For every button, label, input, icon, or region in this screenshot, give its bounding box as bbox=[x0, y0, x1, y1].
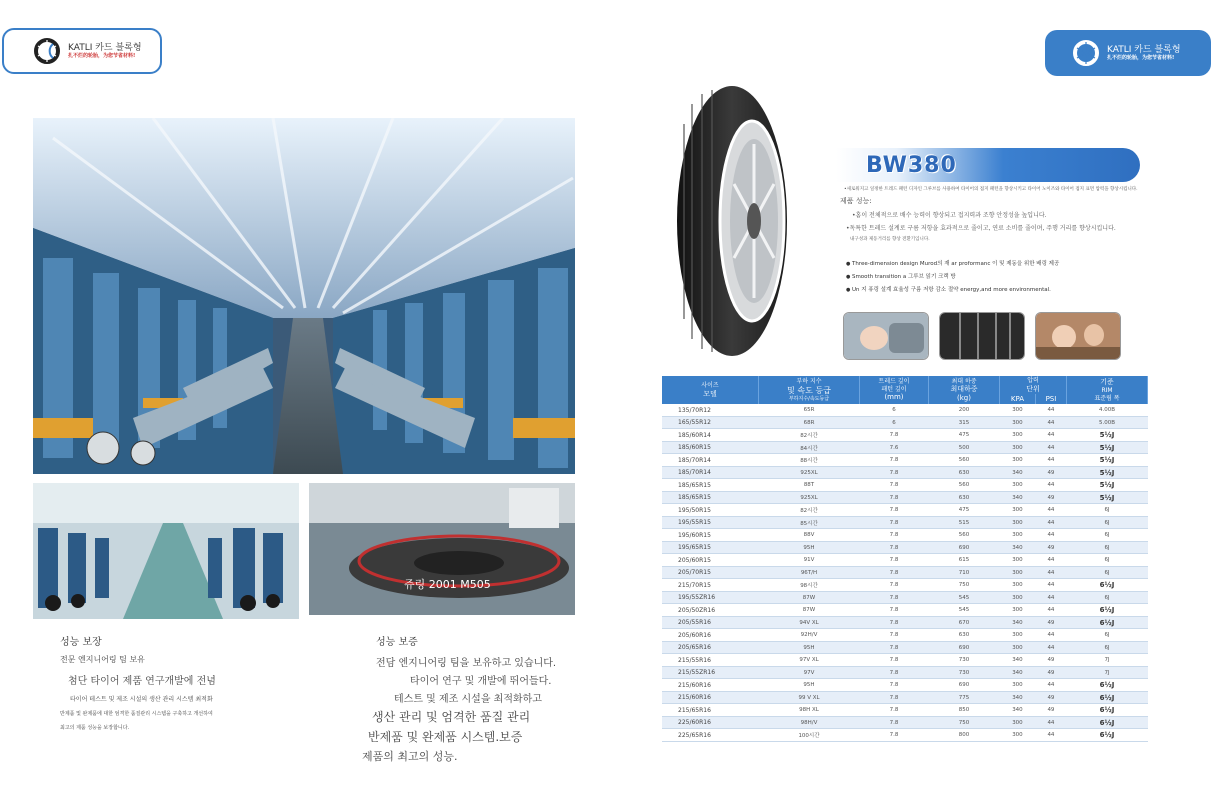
table-row bbox=[662, 654, 1148, 667]
feature-item: ● Un 지 퓨링 설계 효율성 구름 저항 감소 절약 energy,and more environmental. bbox=[846, 285, 1136, 293]
cell-rim: 6J bbox=[1067, 516, 1148, 529]
table-row bbox=[662, 429, 1148, 442]
cell-max-load: 670 bbox=[929, 616, 1000, 629]
cell-psi: 44 bbox=[1035, 441, 1066, 454]
cell-load: 88시간 bbox=[759, 454, 860, 467]
cell-size: 205/55R16 bbox=[662, 616, 759, 629]
cell-max-load: 730 bbox=[929, 666, 1000, 679]
cell-max-load: 615 bbox=[929, 554, 1000, 567]
cell-load: 88V bbox=[759, 529, 860, 542]
factory-hall-photo bbox=[33, 118, 575, 474]
table-row bbox=[662, 716, 1148, 729]
cell-load: 98시간 bbox=[759, 579, 860, 592]
cell-tread: 7.8 bbox=[860, 629, 929, 642]
cell-max-load: 630 bbox=[929, 466, 1000, 479]
cell-max-load: 800 bbox=[929, 729, 1000, 742]
cell-load: 97V XL bbox=[759, 654, 860, 667]
cell-rim: 6½J bbox=[1067, 691, 1148, 704]
cell-load: 99 V XL bbox=[759, 691, 860, 704]
cell-size: 195/55R15 bbox=[662, 516, 759, 529]
cell-max-load: 775 bbox=[929, 691, 1000, 704]
cell-load: 97V bbox=[759, 666, 860, 679]
perf-right-line: 테스트 및 제조 시설을 최적화하고 bbox=[394, 694, 542, 705]
table-row bbox=[662, 454, 1148, 467]
cell-size: 215/70R15 bbox=[662, 579, 759, 592]
cell-psi: 44 bbox=[1035, 404, 1066, 416]
cell-tread: 7.8 bbox=[860, 704, 929, 717]
cell-kpa: 300 bbox=[1000, 529, 1036, 542]
table-row bbox=[662, 679, 1148, 692]
cell-psi: 44 bbox=[1035, 516, 1066, 529]
cell-tread: 7.8 bbox=[860, 466, 929, 479]
col-load-header: 부하 지수 및 속도 등급 부하지수/속도등급 bbox=[759, 376, 860, 404]
cell-rim: 6J bbox=[1067, 554, 1148, 567]
perf-right-line: 타이어 연구 및 개발에 뛰어들다. bbox=[410, 676, 552, 687]
cell-psi: 44 bbox=[1035, 554, 1066, 567]
cell-tread: 6 bbox=[860, 404, 929, 416]
model-name: BW380 bbox=[866, 152, 957, 178]
cell-tread: 7.8 bbox=[860, 541, 929, 554]
table-row bbox=[662, 591, 1148, 604]
photo-caption: 쥬링 2001 M505 bbox=[404, 578, 491, 591]
cell-psi: 44 bbox=[1035, 454, 1066, 467]
cell-max-load: 690 bbox=[929, 679, 1000, 692]
table-row bbox=[662, 666, 1148, 679]
cell-rim: 6J bbox=[1067, 641, 1148, 654]
cell-rim: 6J bbox=[1067, 566, 1148, 579]
col-psi-header: PSI bbox=[1035, 394, 1066, 404]
table-row bbox=[662, 441, 1148, 454]
cell-kpa: 300 bbox=[1000, 641, 1036, 654]
cell-load: 65R bbox=[759, 404, 860, 416]
cell-psi: 44 bbox=[1035, 566, 1066, 579]
table-header-row bbox=[662, 376, 1148, 394]
cell-rim: 5½J bbox=[1067, 441, 1148, 454]
cell-max-load: 690 bbox=[929, 641, 1000, 654]
cell-max-load: 200 bbox=[929, 404, 1000, 416]
cell-max-load: 560 bbox=[929, 454, 1000, 467]
cell-load: 92H/V bbox=[759, 629, 860, 642]
cell-tread: 7.8 bbox=[860, 616, 929, 629]
cell-kpa: 340 bbox=[1000, 691, 1036, 704]
cell-load: 100시간 bbox=[759, 729, 860, 742]
cell-size: 185/60R14 bbox=[662, 429, 759, 442]
feature-item: ● Three-dimension design Murod의 재 ar proformanc 이 및 제동을 위한 배링 제공 bbox=[846, 259, 1136, 267]
cell-psi: 44 bbox=[1035, 716, 1066, 729]
tire-logo-icon bbox=[1073, 40, 1099, 66]
cell-kpa: 300 bbox=[1000, 679, 1036, 692]
cell-load: 84시간 bbox=[759, 441, 860, 454]
col-pressure-header: 압력 단위 bbox=[1000, 376, 1067, 394]
performance-left-block bbox=[60, 633, 216, 738]
brand-tagline: 扎不烂的轮胎，为您节省材料! bbox=[68, 53, 136, 60]
cell-rim: 6J bbox=[1067, 629, 1148, 642]
cell-kpa: 300 bbox=[1000, 454, 1036, 467]
cell-rim: 5.00B bbox=[1067, 416, 1148, 429]
brand-title: KATLI 카드 블록형 bbox=[68, 42, 142, 53]
cell-load: 95H bbox=[759, 641, 860, 654]
cell-tread: 7.8 bbox=[860, 604, 929, 617]
table-row bbox=[662, 416, 1148, 429]
cell-tread: 7.8 bbox=[860, 729, 929, 742]
cell-rim: 6½J bbox=[1067, 729, 1148, 742]
cell-kpa: 340 bbox=[1000, 666, 1036, 679]
cell-max-load: 545 bbox=[929, 591, 1000, 604]
col-size-header: 사이즈 모델 bbox=[662, 376, 759, 404]
perf-left-line: 최고의 제품 성능을 보장합니다. bbox=[60, 725, 130, 731]
cell-psi: 44 bbox=[1035, 729, 1066, 742]
table-row bbox=[662, 629, 1148, 642]
cell-tread: 7.8 bbox=[860, 529, 929, 542]
table-row bbox=[662, 729, 1148, 742]
perf-left-line: 전문 엔지니어링 팀 보유 bbox=[60, 655, 145, 664]
table-row bbox=[662, 504, 1148, 517]
perf-left-heading: 성능 보장 bbox=[60, 637, 102, 648]
cell-size: 195/50R15 bbox=[662, 504, 759, 517]
cell-max-load: 750 bbox=[929, 716, 1000, 729]
cell-kpa: 300 bbox=[1000, 416, 1036, 429]
perf-right-heading: 성능 보증 bbox=[376, 637, 418, 648]
table-row bbox=[662, 566, 1148, 579]
cell-load: 68R bbox=[759, 416, 860, 429]
model-banner bbox=[836, 148, 1140, 182]
cell-psi: 44 bbox=[1035, 641, 1066, 654]
cell-tread: 7.8 bbox=[860, 691, 929, 704]
cell-size: 225/60R16 bbox=[662, 716, 759, 729]
tire-product-image bbox=[662, 84, 787, 359]
table-row bbox=[662, 404, 1148, 416]
table-row bbox=[662, 579, 1148, 592]
cell-size: 195/55ZR16 bbox=[662, 591, 759, 604]
table-row bbox=[662, 541, 1148, 554]
cell-max-load: 560 bbox=[929, 529, 1000, 542]
col-tread-header: 트레드 깊이 패턴 깊이 (mm) bbox=[860, 376, 929, 404]
table-row bbox=[662, 691, 1148, 704]
factory-floor-photo bbox=[33, 483, 299, 619]
cell-psi: 49 bbox=[1035, 691, 1066, 704]
cell-load: 925XL bbox=[759, 466, 860, 479]
cell-kpa: 300 bbox=[1000, 504, 1036, 517]
cell-psi: 44 bbox=[1035, 529, 1066, 542]
cell-tread: 7.8 bbox=[860, 516, 929, 529]
cell-load: 95H bbox=[759, 679, 860, 692]
cell-size: 195/65R15 bbox=[662, 541, 759, 554]
cell-max-load: 850 bbox=[929, 704, 1000, 717]
cell-rim: 6½J bbox=[1067, 679, 1148, 692]
cell-size: 185/70R14 bbox=[662, 466, 759, 479]
table-row bbox=[662, 704, 1148, 717]
cell-size: 215/55R16 bbox=[662, 654, 759, 667]
table-row bbox=[662, 554, 1148, 567]
cell-tread: 7.8 bbox=[860, 579, 929, 592]
cell-rim: 6J bbox=[1067, 529, 1148, 542]
cell-psi: 44 bbox=[1035, 416, 1066, 429]
cell-kpa: 340 bbox=[1000, 541, 1036, 554]
cell-kpa: 300 bbox=[1000, 729, 1036, 742]
brand-title: KATLI 카드 블록형 bbox=[1107, 44, 1181, 55]
cell-rim: 5½J bbox=[1067, 454, 1148, 467]
cell-rim: 7J bbox=[1067, 666, 1148, 679]
cell-size: 215/60R16 bbox=[662, 679, 759, 692]
cell-rim: 5½J bbox=[1067, 491, 1148, 504]
cell-tread: 7.8 bbox=[860, 429, 929, 442]
table-row bbox=[662, 616, 1148, 629]
cell-size: 185/65R15 bbox=[662, 491, 759, 504]
cell-rim: 4.00B bbox=[1067, 404, 1148, 416]
cell-load: 91V bbox=[759, 554, 860, 567]
cell-size: 205/60R16 bbox=[662, 629, 759, 642]
cell-size: 185/65R15 bbox=[662, 479, 759, 492]
cell-max-load: 630 bbox=[929, 491, 1000, 504]
product-perf-line: •홈이 전체적으로 배수 능력이 향상되고 접지력과 조향 안정성을 높입니다. bbox=[852, 212, 1047, 219]
family-car-thumbnail bbox=[1035, 312, 1121, 360]
cell-size: 165/55R12 bbox=[662, 416, 759, 429]
product-description bbox=[840, 186, 1140, 246]
table-row bbox=[662, 466, 1148, 479]
table-row bbox=[662, 479, 1148, 492]
cell-size: 215/65R16 bbox=[662, 704, 759, 717]
cell-kpa: 300 bbox=[1000, 566, 1036, 579]
cell-kpa: 300 bbox=[1000, 716, 1036, 729]
col-maxload-header: 최대 하중 최대하중 (kg) bbox=[929, 376, 1000, 404]
table-row bbox=[662, 516, 1148, 529]
cell-load: 98H/V bbox=[759, 716, 860, 729]
performance-right-block bbox=[362, 633, 556, 767]
cell-psi: 49 bbox=[1035, 666, 1066, 679]
brand-logo-right bbox=[1045, 30, 1211, 76]
cell-rim: 6½J bbox=[1067, 716, 1148, 729]
product-perf-line: 내구성과 제동거리를 향상 전환기입니다. bbox=[850, 237, 930, 242]
cell-rim: 5½J bbox=[1067, 466, 1148, 479]
perf-right-line: 전담 엔지니어링 팀을 보유하고 있습니다. bbox=[376, 658, 557, 669]
cell-kpa: 300 bbox=[1000, 479, 1036, 492]
cell-size: 215/55ZR16 bbox=[662, 666, 759, 679]
cell-load: 94V XL bbox=[759, 616, 860, 629]
cell-psi: 49 bbox=[1035, 654, 1066, 667]
cell-psi: 44 bbox=[1035, 429, 1066, 442]
cell-size: 225/65R16 bbox=[662, 729, 759, 742]
product-perf-line: •독특한 트레드 설계로 구름 저항을 효과적으로 줄이고, 연료 소비를 줄이며, 주행 거리를 향상시킵니다. bbox=[846, 225, 1116, 232]
cell-size: 185/60R15 bbox=[662, 441, 759, 454]
cell-tread: 7.8 bbox=[860, 491, 929, 504]
cell-tread: 7.8 bbox=[860, 666, 929, 679]
perf-right-line: 생산 관리 및 엄격한 품질 관리 bbox=[372, 710, 531, 724]
cell-tread: 7.8 bbox=[860, 716, 929, 729]
perf-right-line: 제품의 최고의 성능. bbox=[362, 750, 458, 763]
tire-logo-icon bbox=[34, 38, 60, 64]
cell-rim: 6½J bbox=[1067, 604, 1148, 617]
brand-tagline: 扎不烂的轮胎，为您节省材料! bbox=[1107, 55, 1175, 62]
cell-size: 135/70R12 bbox=[662, 404, 759, 416]
cell-rim: 6½J bbox=[1067, 579, 1148, 592]
cell-load: 96T/H bbox=[759, 566, 860, 579]
cell-max-load: 690 bbox=[929, 541, 1000, 554]
cell-kpa: 300 bbox=[1000, 591, 1036, 604]
cell-tread: 7.6 bbox=[860, 441, 929, 454]
cell-load: 85시간 bbox=[759, 516, 860, 529]
perf-left-line: 첨단 타이어 제품 연구개발에 전념 bbox=[68, 676, 216, 687]
cell-psi: 44 bbox=[1035, 504, 1066, 517]
cell-psi: 44 bbox=[1035, 679, 1066, 692]
product-perf-heading: 제품 성능: bbox=[840, 197, 872, 205]
cell-tread: 7.8 bbox=[860, 654, 929, 667]
cell-tread: 7.8 bbox=[860, 641, 929, 654]
cell-size: 195/60R15 bbox=[662, 529, 759, 542]
cell-load: 98H XL bbox=[759, 704, 860, 717]
perf-left-line: 반제품 및 완제품에 대한 엄격한 품질관리 시스템을 구축하고 개선하여 bbox=[60, 711, 213, 717]
cell-rim: 6½J bbox=[1067, 616, 1148, 629]
tread-pattern-thumbnail bbox=[939, 312, 1025, 360]
table-row bbox=[662, 491, 1148, 504]
cell-kpa: 300 bbox=[1000, 429, 1036, 442]
cell-tread: 7.8 bbox=[860, 679, 929, 692]
cell-tread: 7.8 bbox=[860, 554, 929, 567]
cell-psi: 49 bbox=[1035, 704, 1066, 717]
cell-max-load: 475 bbox=[929, 429, 1000, 442]
cell-max-load: 315 bbox=[929, 416, 1000, 429]
cell-size: 215/60R16 bbox=[662, 691, 759, 704]
cell-tread: 7.8 bbox=[860, 566, 929, 579]
cell-rim: 6J bbox=[1067, 541, 1148, 554]
feature-item: ● Smooth transition a 그루브 읽기 크랙 방 bbox=[846, 272, 1136, 280]
table-row bbox=[662, 604, 1148, 617]
cell-max-load: 750 bbox=[929, 579, 1000, 592]
cell-kpa: 300 bbox=[1000, 629, 1036, 642]
cell-size: 205/50ZR16 bbox=[662, 604, 759, 617]
perf-right-line: 반제품 및 완제품 시스템.보증 bbox=[368, 730, 523, 744]
cell-max-load: 500 bbox=[929, 441, 1000, 454]
cell-tread: 7.8 bbox=[860, 479, 929, 492]
cell-kpa: 300 bbox=[1000, 441, 1036, 454]
cell-psi: 49 bbox=[1035, 491, 1066, 504]
cell-size: 205/65R16 bbox=[662, 641, 759, 654]
cell-load: 82시간 bbox=[759, 429, 860, 442]
cell-psi: 44 bbox=[1035, 604, 1066, 617]
cell-psi: 44 bbox=[1035, 629, 1066, 642]
product-intro: •새로워지고 일정한 트레드 패턴 디자인 그루브를 사용하여 타이어의 접지 패턴을 향상시키고 타이어 노이즈와 타이어 접지 표면 압력을 향상시킵니다. bbox=[844, 187, 1138, 192]
cell-size: 205/60R15 bbox=[662, 554, 759, 567]
cell-load: 95H bbox=[759, 541, 860, 554]
cell-tread: 6 bbox=[860, 416, 929, 429]
cell-size: 185/70R14 bbox=[662, 454, 759, 467]
cell-load: 88T bbox=[759, 479, 860, 492]
cell-max-load: 515 bbox=[929, 516, 1000, 529]
cell-load: 87W bbox=[759, 604, 860, 617]
col-rim-header: 기준 RIM 표준림 폭 bbox=[1067, 376, 1148, 404]
cell-rim: 5½J bbox=[1067, 429, 1148, 442]
perf-left-line: 타이어 테스트 및 제조 시설의 생산 관리 시스템 최적화 bbox=[70, 696, 213, 703]
cell-tread: 7.8 bbox=[860, 454, 929, 467]
table-row bbox=[662, 529, 1148, 542]
cell-rim: 5½J bbox=[1067, 479, 1148, 492]
cell-kpa: 300 bbox=[1000, 604, 1036, 617]
cell-load: 82시간 bbox=[759, 504, 860, 517]
table-row bbox=[662, 641, 1148, 654]
cell-kpa: 340 bbox=[1000, 491, 1036, 504]
cell-kpa: 340 bbox=[1000, 466, 1036, 479]
cell-tread: 7.8 bbox=[860, 591, 929, 604]
cell-max-load: 710 bbox=[929, 566, 1000, 579]
cell-load: 925XL bbox=[759, 491, 860, 504]
cell-kpa: 340 bbox=[1000, 654, 1036, 667]
cell-kpa: 300 bbox=[1000, 404, 1036, 416]
cell-rim: 6J bbox=[1067, 504, 1148, 517]
cell-tread: 7.8 bbox=[860, 504, 929, 517]
cell-psi: 44 bbox=[1035, 591, 1066, 604]
cell-kpa: 340 bbox=[1000, 704, 1036, 717]
cell-rim: 6½J bbox=[1067, 704, 1148, 717]
cell-size: 205/70R15 bbox=[662, 566, 759, 579]
tire-curing-machine-photo bbox=[309, 483, 575, 615]
cell-rim: 6J bbox=[1067, 591, 1148, 604]
cell-max-load: 560 bbox=[929, 479, 1000, 492]
cell-kpa: 300 bbox=[1000, 579, 1036, 592]
brand-logo-left bbox=[2, 28, 162, 74]
tire-spec-table bbox=[662, 376, 1148, 742]
cell-psi: 49 bbox=[1035, 541, 1066, 554]
cell-psi: 49 bbox=[1035, 616, 1066, 629]
cell-psi: 49 bbox=[1035, 466, 1066, 479]
cell-psi: 44 bbox=[1035, 479, 1066, 492]
cell-max-load: 475 bbox=[929, 504, 1000, 517]
baby-comfort-thumbnail bbox=[843, 312, 929, 360]
cell-kpa: 340 bbox=[1000, 616, 1036, 629]
cell-kpa: 300 bbox=[1000, 554, 1036, 567]
cell-max-load: 630 bbox=[929, 629, 1000, 642]
cell-max-load: 730 bbox=[929, 654, 1000, 667]
feature-list bbox=[846, 259, 1136, 298]
cell-kpa: 300 bbox=[1000, 516, 1036, 529]
cell-rim: 7J bbox=[1067, 654, 1148, 667]
cell-load: 87W bbox=[759, 591, 860, 604]
feature-thumbnails bbox=[843, 312, 1121, 360]
col-kpa-header: KPA bbox=[1000, 394, 1036, 404]
cell-max-load: 545 bbox=[929, 604, 1000, 617]
cell-psi: 44 bbox=[1035, 579, 1066, 592]
